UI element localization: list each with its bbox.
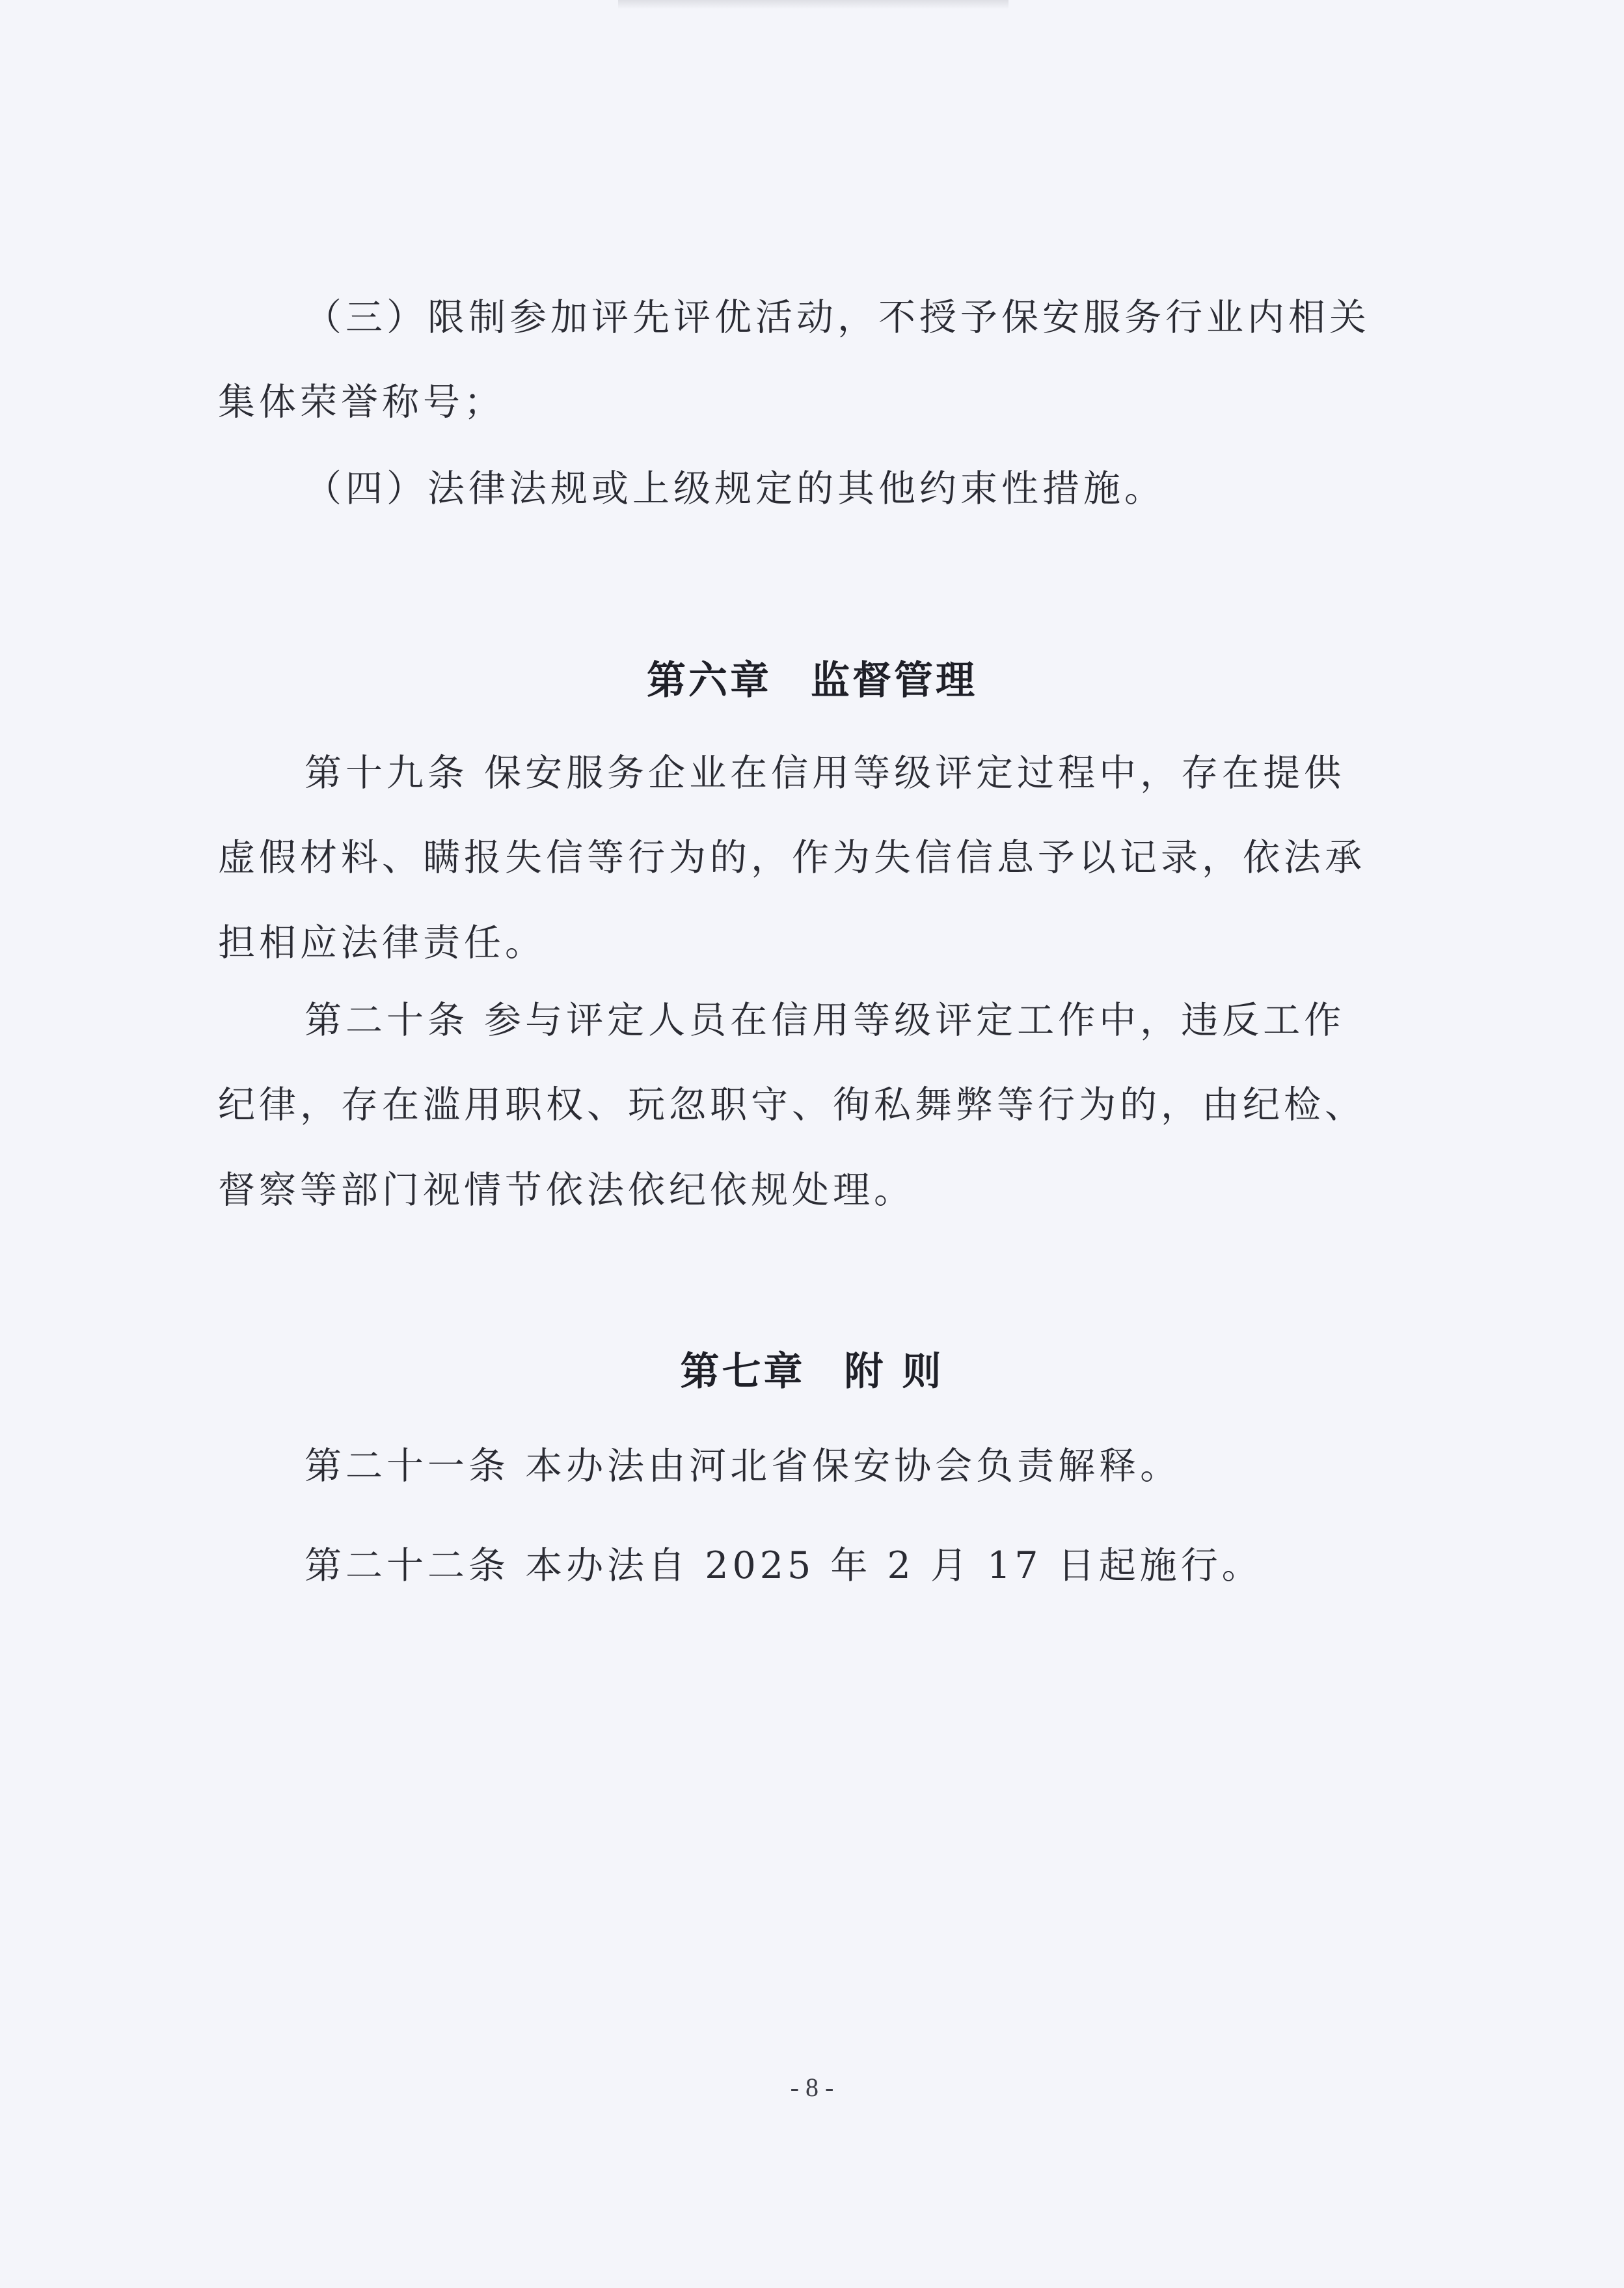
chapter-6-title: 监督管理: [811, 658, 977, 703]
text-line: 纪律，存在滥用职权、玩忽职守、徇私舞弊等行为的，由纪检、: [218, 1083, 1366, 1126]
chapter-7-title: 附 则: [844, 1349, 944, 1395]
text-line: （四）法律法规或上级规定的其他约束性措施。: [304, 467, 1165, 510]
text-line: 督察等部门视情节依法依纪依规处理。: [218, 1169, 915, 1212]
text-line: 虚假材料、瞒报失信等行为的，作为失信信息予以记录，依法承: [218, 836, 1366, 879]
chapter-6-heading: [0, 658, 1624, 703]
text-line: 担相应法律责任。: [218, 921, 546, 964]
chapter-7-heading: [0, 1349, 1624, 1395]
text-line: 第二十条 参与评定人员在信用等级评定工作中，违反工作: [304, 999, 1346, 1042]
chapter-7-number: 第七章: [680, 1349, 805, 1395]
text-line: 第二十一条 本办法由河北省保安协会负责解释。: [304, 1445, 1182, 1488]
text-line: 集体荣誉称号；: [218, 381, 505, 424]
text-line: 第十九条 保安服务企业在信用等级评定过程中，存在提供: [304, 752, 1346, 795]
text-line: （三）限制参加评先评优活动，不授予保安服务行业内相关: [304, 296, 1370, 339]
page-number: - 8 -: [790, 2073, 834, 2102]
chapter-6-number: 第六章: [647, 658, 772, 703]
text-line: 第二十二条 本办法自 2025 年 2 月 17 日起施行。: [304, 1544, 1263, 1587]
scan-artifact: [618, 0, 1008, 9]
